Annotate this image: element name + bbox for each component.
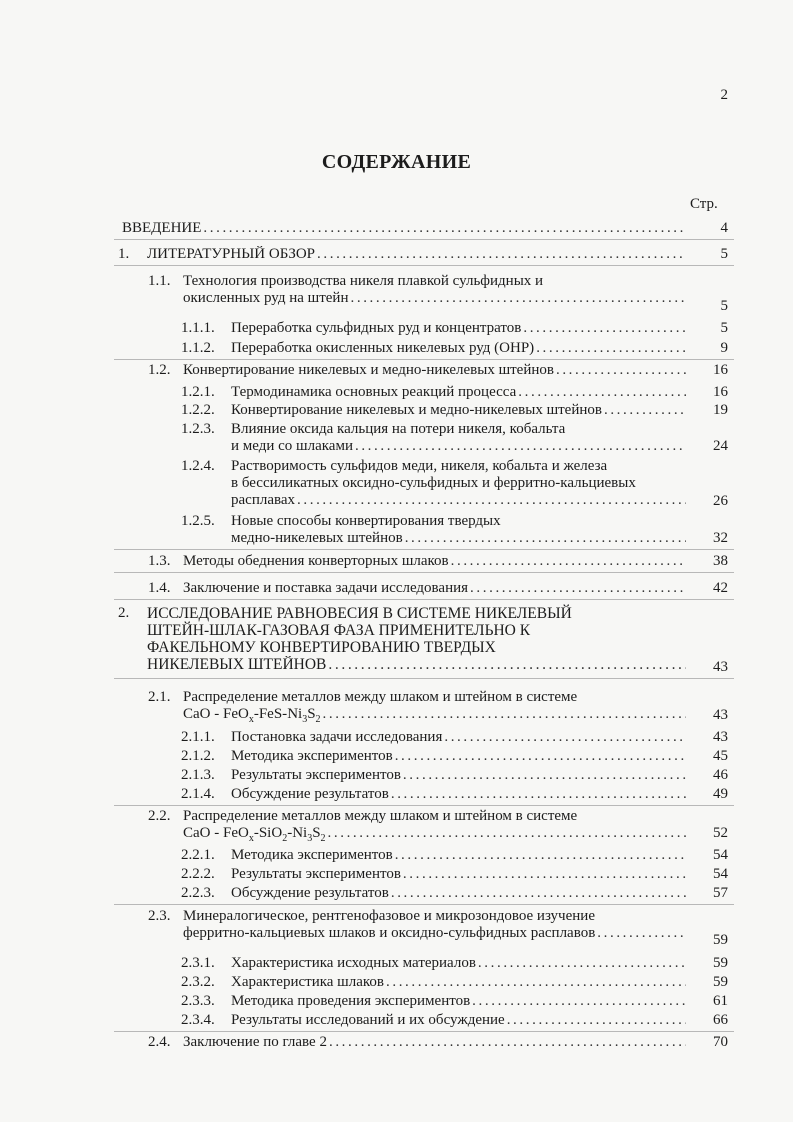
toc-entry[interactable] <box>0 220 728 239</box>
toc-entry-title-line: Результаты исследований и их обсуждение <box>231 1012 505 1028</box>
toc-entry-page: 46 <box>713 767 728 783</box>
toc-entry-title-line: Минералогическое, рентгенофазовое и микрозондовое изучение <box>183 908 595 924</box>
toc-entry-page: 24 <box>713 438 728 454</box>
toc-entry-page: 61 <box>713 993 728 1009</box>
toc-entry[interactable] <box>0 458 728 511</box>
toc-entry-title-line: Обсуждение результатов <box>231 885 389 901</box>
toc-entry-number: 2.3.2. <box>181 974 215 990</box>
toc-entry[interactable] <box>0 605 728 675</box>
toc-entry-number: 2.1. <box>148 689 171 705</box>
toc-entry-number: 2.3.4. <box>181 1012 215 1028</box>
toc-entry-number: 1.3. <box>148 553 171 569</box>
toc-entry-page: 16 <box>713 362 728 378</box>
toc-entry-page: 9 <box>720 340 728 356</box>
toc-entry-title-line: Обсуждение результатов <box>231 786 389 802</box>
toc-entry-number: 1.2.4. <box>181 458 215 474</box>
toc-entry-number: 1.4. <box>148 580 171 596</box>
toc-entry-page: 59 <box>713 955 728 971</box>
toc-entry-title-line: Методика экспериментов <box>231 748 393 764</box>
toc-entry-page: 4 <box>720 220 728 236</box>
toc-entry-title-line: Заключение по главе 2 <box>183 1034 327 1050</box>
divider <box>114 1031 734 1032</box>
toc-entry-page: 52 <box>713 825 728 841</box>
toc-entry[interactable] <box>0 786 728 805</box>
toc-entry-title-line: Конвертирование никелевых и медно-никелевых штейнов <box>231 402 602 418</box>
toc-entry[interactable] <box>0 748 728 767</box>
toc-entry-title-line: ИССЛЕДОВАНИЕ РАВНОВЕСИЯ В СИСТЕМЕ НИКЕЛЕВЫЙ <box>147 605 572 622</box>
toc-entry-page: 43 <box>713 729 728 745</box>
toc-entry[interactable] <box>0 808 728 844</box>
toc-entry-title-line: Технология производства никеля плавкой сульфидных и <box>183 273 544 289</box>
toc-entry-page: 70 <box>713 1034 728 1050</box>
toc-entry-title-line: Переработка окисленных никелевых руд (ОНР) <box>231 340 535 356</box>
toc-entry-title-line: ФАКЕЛЬНОМУ КОНВЕРТИРОВАНИЮ ТВЕРДЫХ <box>147 639 496 656</box>
toc-entry-number: 1.2.5. <box>181 513 215 529</box>
toc-entry-title-line: расплавах <box>231 492 296 508</box>
toc-entry[interactable] <box>0 866 728 885</box>
toc-entry-title-line: Конвертирование никелевых и медно-никелевых штейнов <box>183 362 554 378</box>
toc-entry[interactable] <box>0 729 728 748</box>
toc-entry-page: 5 <box>720 246 728 262</box>
toc-entry-number: 1.1. <box>148 273 171 289</box>
toc-entry[interactable] <box>0 908 728 948</box>
toc-entry-page: 49 <box>713 786 728 802</box>
toc-entry-title-line: Заключение и поставка задачи исследования <box>183 580 469 596</box>
toc-entry[interactable] <box>0 1012 728 1031</box>
toc-entry-number: 2.3.1. <box>181 955 215 971</box>
toc-entry-page: 16 <box>713 384 728 400</box>
toc-entry-title-line: Термодинамика основных реакций процесса <box>231 384 517 400</box>
toc-entry-number: 2.2.1. <box>181 847 215 863</box>
divider <box>114 549 734 550</box>
toc-entry-page: 59 <box>713 932 728 948</box>
toc-entry-page: 66 <box>713 1012 728 1028</box>
divider <box>114 572 734 573</box>
toc-entry-page: 57 <box>713 885 728 901</box>
toc-entry-title-line: ЛИТЕРАТУРНЫЙ ОБЗОР <box>147 246 316 262</box>
toc-entry-page: 32 <box>713 530 728 546</box>
toc-entry[interactable] <box>0 767 728 786</box>
toc-entry[interactable] <box>0 1034 728 1053</box>
toc-entry[interactable] <box>0 885 728 904</box>
toc-entry-number: 2.1.4. <box>181 786 215 802</box>
toc-entry[interactable] <box>0 955 728 974</box>
toc-entry-title-line: Распределение металлов между шлаком и штейном в системе <box>183 808 578 824</box>
toc-entry-title-line: Переработка сульфидных руд и концентратов <box>231 320 522 336</box>
toc-entry-title-line: Методика проведения экспериментов <box>231 993 471 1009</box>
toc-entry[interactable] <box>0 273 728 314</box>
toc-entry-title-line: Результаты экспериментов <box>231 767 401 783</box>
toc-entry-page: 54 <box>713 866 728 882</box>
toc-entry-page: 5 <box>720 298 728 314</box>
toc-entry-title-line: в бессиликатных оксидно-сульфидных и ферритно-кальциевых <box>231 475 636 491</box>
toc-entry-number: 2.1.3. <box>181 767 215 783</box>
toc-entry[interactable] <box>0 320 728 339</box>
toc-entry[interactable] <box>0 513 728 549</box>
divider <box>114 904 734 905</box>
toc-entry-title-line: ШТЕЙН-ШЛАК-ГАЗОВАЯ ФАЗА ПРИМЕНИТЕЛЬНО К <box>147 622 531 639</box>
toc-entry[interactable] <box>0 402 728 421</box>
toc-entry-title-line: ВВЕДЕНИЕ <box>122 220 202 236</box>
toc-entry-page: 43 <box>713 707 728 723</box>
toc-entry-title-line: Характеристика исходных материалов <box>231 955 476 971</box>
toc-entry-title-line: Характеристика шлаков <box>231 974 384 990</box>
toc-entry-number: 2. <box>118 605 130 621</box>
toc-entry[interactable] <box>0 847 728 866</box>
toc-entry-title-line: Распределение металлов между шлаком и штейном в системе <box>183 689 578 705</box>
toc-entry-page: 54 <box>713 847 728 863</box>
toc-entry-number: 2.3.3. <box>181 993 215 1009</box>
toc-entry[interactable] <box>0 340 728 359</box>
toc-entry-number: 2.1.1. <box>181 729 215 745</box>
divider <box>114 239 734 240</box>
divider <box>114 678 734 679</box>
toc-entry-number: 1.2.2. <box>181 402 215 418</box>
toc-entry-title-line: Методы обеднения конверторных шлаков <box>183 553 449 569</box>
toc-entry-page: 5 <box>720 320 728 336</box>
toc-entry-page: 26 <box>713 493 728 509</box>
toc-entry-page: 19 <box>713 402 728 418</box>
toc-entry-page: 45 <box>713 748 728 764</box>
toc-entry-number: 2.2. <box>148 808 171 824</box>
toc-entry-number: 1.1.2. <box>181 340 215 356</box>
toc-entry-page: 38 <box>713 553 728 569</box>
divider <box>114 805 734 806</box>
toc-entry[interactable] <box>0 553 728 572</box>
toc-entry-number: 1.2.3. <box>181 421 215 437</box>
toc-entry-page: 43 <box>713 659 728 675</box>
toc-entry[interactable] <box>0 689 728 725</box>
toc-entry-number: 1. <box>118 246 130 262</box>
toc-entry-number: 2.3. <box>148 908 171 924</box>
divider <box>114 359 734 360</box>
toc-entry[interactable] <box>0 993 728 1012</box>
page-column-label: Стр. <box>690 196 718 212</box>
toc-entry-title-line: CaO - $FeO_x-FeS-Ni_3S_2$ <box>183 706 321 723</box>
toc-entry-number: 2.2.2. <box>181 866 215 882</box>
toc-entry-number: 2.2.3. <box>181 885 215 901</box>
toc-entry-title-line: Растворимость сульфидов меди, никеля, кобальта и железа <box>231 458 608 474</box>
toc-entry-title-line: Новые способы конвертирования твердых <box>231 513 501 529</box>
divider <box>114 265 734 266</box>
toc-entry-title-line: НИКЕЛЕВЫХ ШТЕЙНОВ <box>147 656 327 673</box>
toc-entry-number: 1.1.1. <box>181 320 215 336</box>
toc-entry-title-line: Методика экспериментов <box>231 847 393 863</box>
toc-entry-title-line: Влияние оксида кальция на потери никеля, кобальта <box>231 421 566 437</box>
toc-entry-title-line: окисленных руд на штейн <box>183 290 349 306</box>
toc-entry-title-line: медно-никелевых штейнов <box>231 530 403 546</box>
toc-entry-title-line: и меди со шлаками <box>231 438 353 454</box>
toc-entry-number: 1.2.1. <box>181 384 215 400</box>
page-number: 2 <box>720 87 728 103</box>
toc-entry[interactable] <box>0 384 728 403</box>
toc-entry-number: 1.2. <box>148 362 171 378</box>
toc-entry[interactable] <box>0 580 728 599</box>
toc-entry-number: 2.1.2. <box>181 748 215 764</box>
toc-entry-title-line: Постановка задачи исследования <box>231 729 443 745</box>
toc-entry-title-line: ферритно-кальциевых шлаков и оксидно-сульфидных расплавов <box>183 925 596 941</box>
page-title: СОДЕРЖАНИЕ <box>321 151 472 173</box>
toc-entry[interactable] <box>0 246 728 265</box>
toc-entry-title-line: Результаты экспериментов <box>231 866 401 882</box>
toc-entry-title-line: CaO - $FeO_x-SiO_2-Ni_3S_2$ <box>183 825 326 842</box>
toc-entry-page: 59 <box>713 974 728 990</box>
toc-entry-page: 42 <box>713 580 728 596</box>
divider <box>114 599 734 600</box>
toc-entry[interactable] <box>0 421 728 457</box>
toc-entry[interactable] <box>0 362 728 381</box>
toc-entry[interactable] <box>0 974 728 993</box>
toc-entry-number: 2.4. <box>148 1034 171 1050</box>
